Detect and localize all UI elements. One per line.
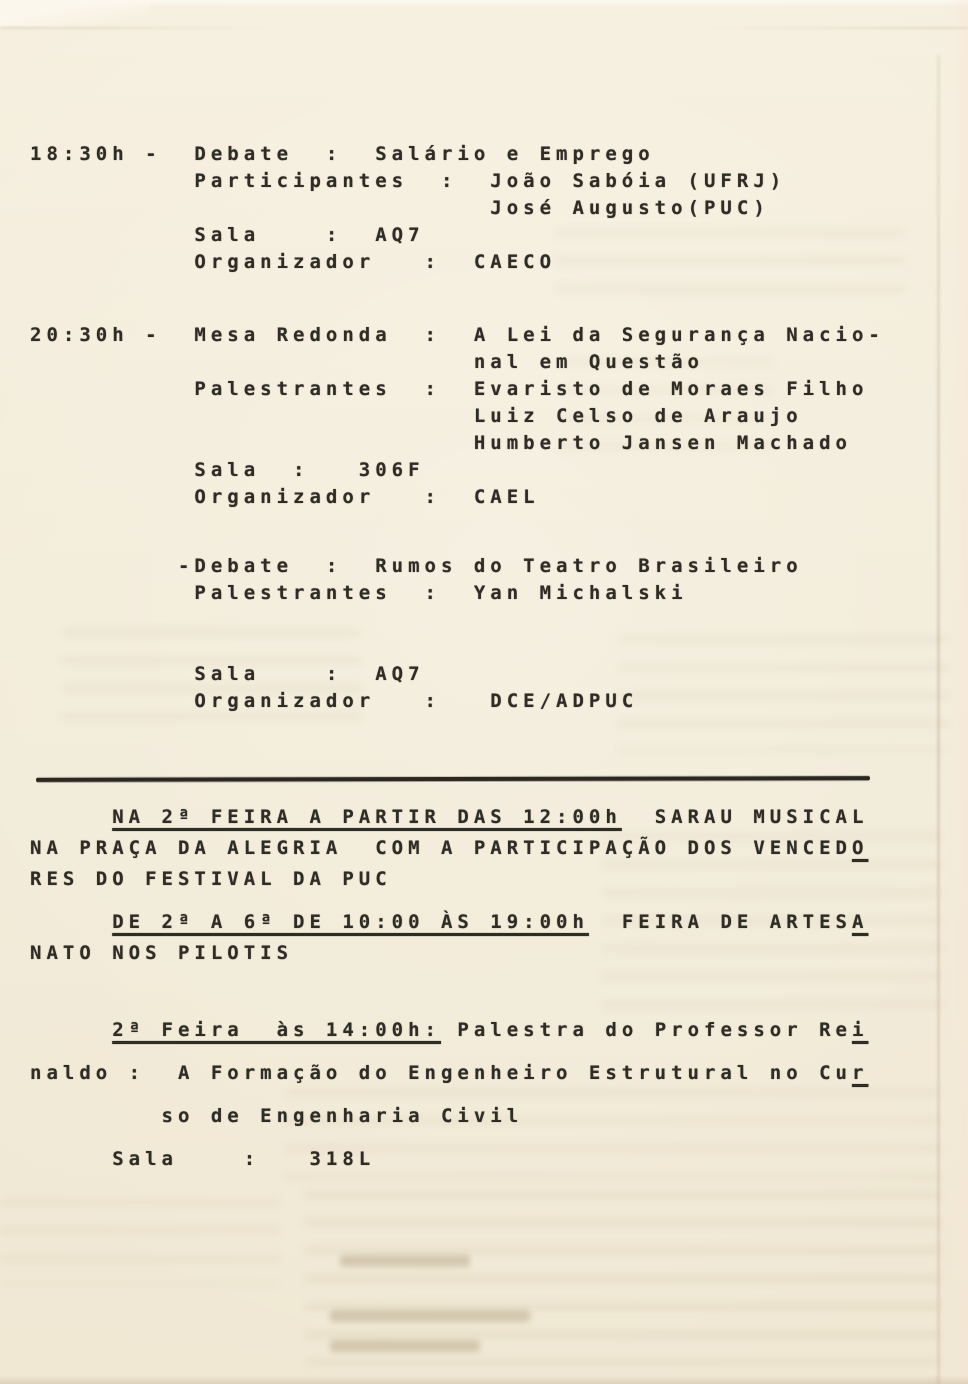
underlined-schedule-text: NA 2ª FEIRA A PARTIR DAS 12:00h: [112, 806, 622, 828]
hyphen-underline: O: [851, 837, 869, 859]
horizontal-rule: [36, 776, 870, 782]
event-participants-line: Participantes : João Sabóia (UFRJ): [30, 170, 787, 192]
hyphen-underline: A: [851, 911, 869, 933]
announcement-text: NA PRAÇA DA ALEGRIA COM A PARTICIPAÇÃO DOS VENCED: [30, 837, 852, 859]
event-title-cont-line: nal em Questão: [30, 351, 704, 373]
event-organizer-line: Organizador : CAECO: [30, 251, 557, 273]
announcement-line: so de Engenharia Civil: [30, 1105, 524, 1127]
event-room-line: Sala : AQ7: [30, 224, 425, 246]
event-room-line: Sala : 306F: [30, 459, 425, 481]
underlined-schedule-text: DE 2ª A 6ª DE 10:00 ÀS 19:00h: [112, 911, 589, 933]
announcement-text: Palestra do Professor Re: [440, 1019, 852, 1041]
event-2030-mesa-redonda: [30, 322, 885, 511]
event-speaker-line: Humberto Jansen Machado: [30, 432, 852, 454]
indent: [30, 1019, 112, 1041]
announcement-line: RES DO FESTIVAL DA PUC: [30, 868, 392, 890]
indent: [30, 806, 112, 828]
bleed-through-smudge: [330, 1310, 530, 1322]
hyphen-underline: r: [851, 1062, 869, 1084]
announcement-feira-artesanato: [30, 907, 868, 969]
announcement-line: [30, 1052, 868, 1095]
event-speakers-line: Palestrantes : Yan Michalski: [30, 582, 688, 604]
event-room-line: Sala : AQ7: [30, 663, 425, 685]
announcement-text: naldo : A Formação do Engenheiro Estrutural no Cu: [30, 1062, 852, 1084]
announcement-sarau-musical: [30, 802, 868, 895]
bleed-through-smudge: [340, 1255, 470, 1267]
event-time-title-line: 18:30h - Debate : Salário e Emprego: [30, 143, 655, 165]
announcement-line: [30, 802, 868, 833]
event-1830-debate: [30, 141, 786, 276]
blank-line: [30, 607, 803, 634]
paper-bottom-edge: [0, 1375, 968, 1384]
announcement-palestra-reinaldo: [30, 1009, 868, 1181]
paper-crease: [0, 27, 968, 29]
event-participant-line: José Augusto(PUC): [30, 197, 770, 219]
event-room-line: Sala : 318L: [30, 1148, 376, 1170]
bleed-through-smudge: [305, 1190, 940, 1365]
event-organizer-line: Organizador : CAEL: [30, 486, 540, 508]
event-time-title-line: 20:30h - Mesa Redonda : A Lei da Segurança Nacio-: [30, 324, 885, 346]
announcement-line: [30, 1009, 868, 1052]
announcement-text: SARAU MUSICAL: [621, 806, 869, 828]
event-speakers-line: Palestrantes : Evaristo de Moraes Filho: [30, 378, 869, 400]
event-debate-teatro: [30, 553, 803, 715]
paper-corner-tear: [0, 0, 150, 30]
bleed-through-smudge: [330, 1340, 480, 1352]
bleed-through-smudge: [0, 1198, 280, 1286]
blank-line: [30, 634, 803, 661]
event-title-line: -Debate : Rumos do Teatro Brasileiro: [30, 555, 803, 577]
event-speaker-line: Luiz Celso de Araujo: [30, 405, 803, 427]
announcement-line: NATO NOS PILOTIS: [30, 942, 294, 964]
underlined-schedule-text: 2ª Feira às 14:00h:: [112, 1019, 441, 1041]
announcement-line: [30, 833, 868, 864]
event-organizer-line: Organizador : DCE/ADPUC: [30, 690, 639, 712]
hyphen-underline: i: [851, 1019, 869, 1041]
announcement-text: FEIRA DE ARTES: [588, 911, 852, 933]
announcement-line: [30, 907, 868, 938]
indent: [30, 911, 112, 933]
